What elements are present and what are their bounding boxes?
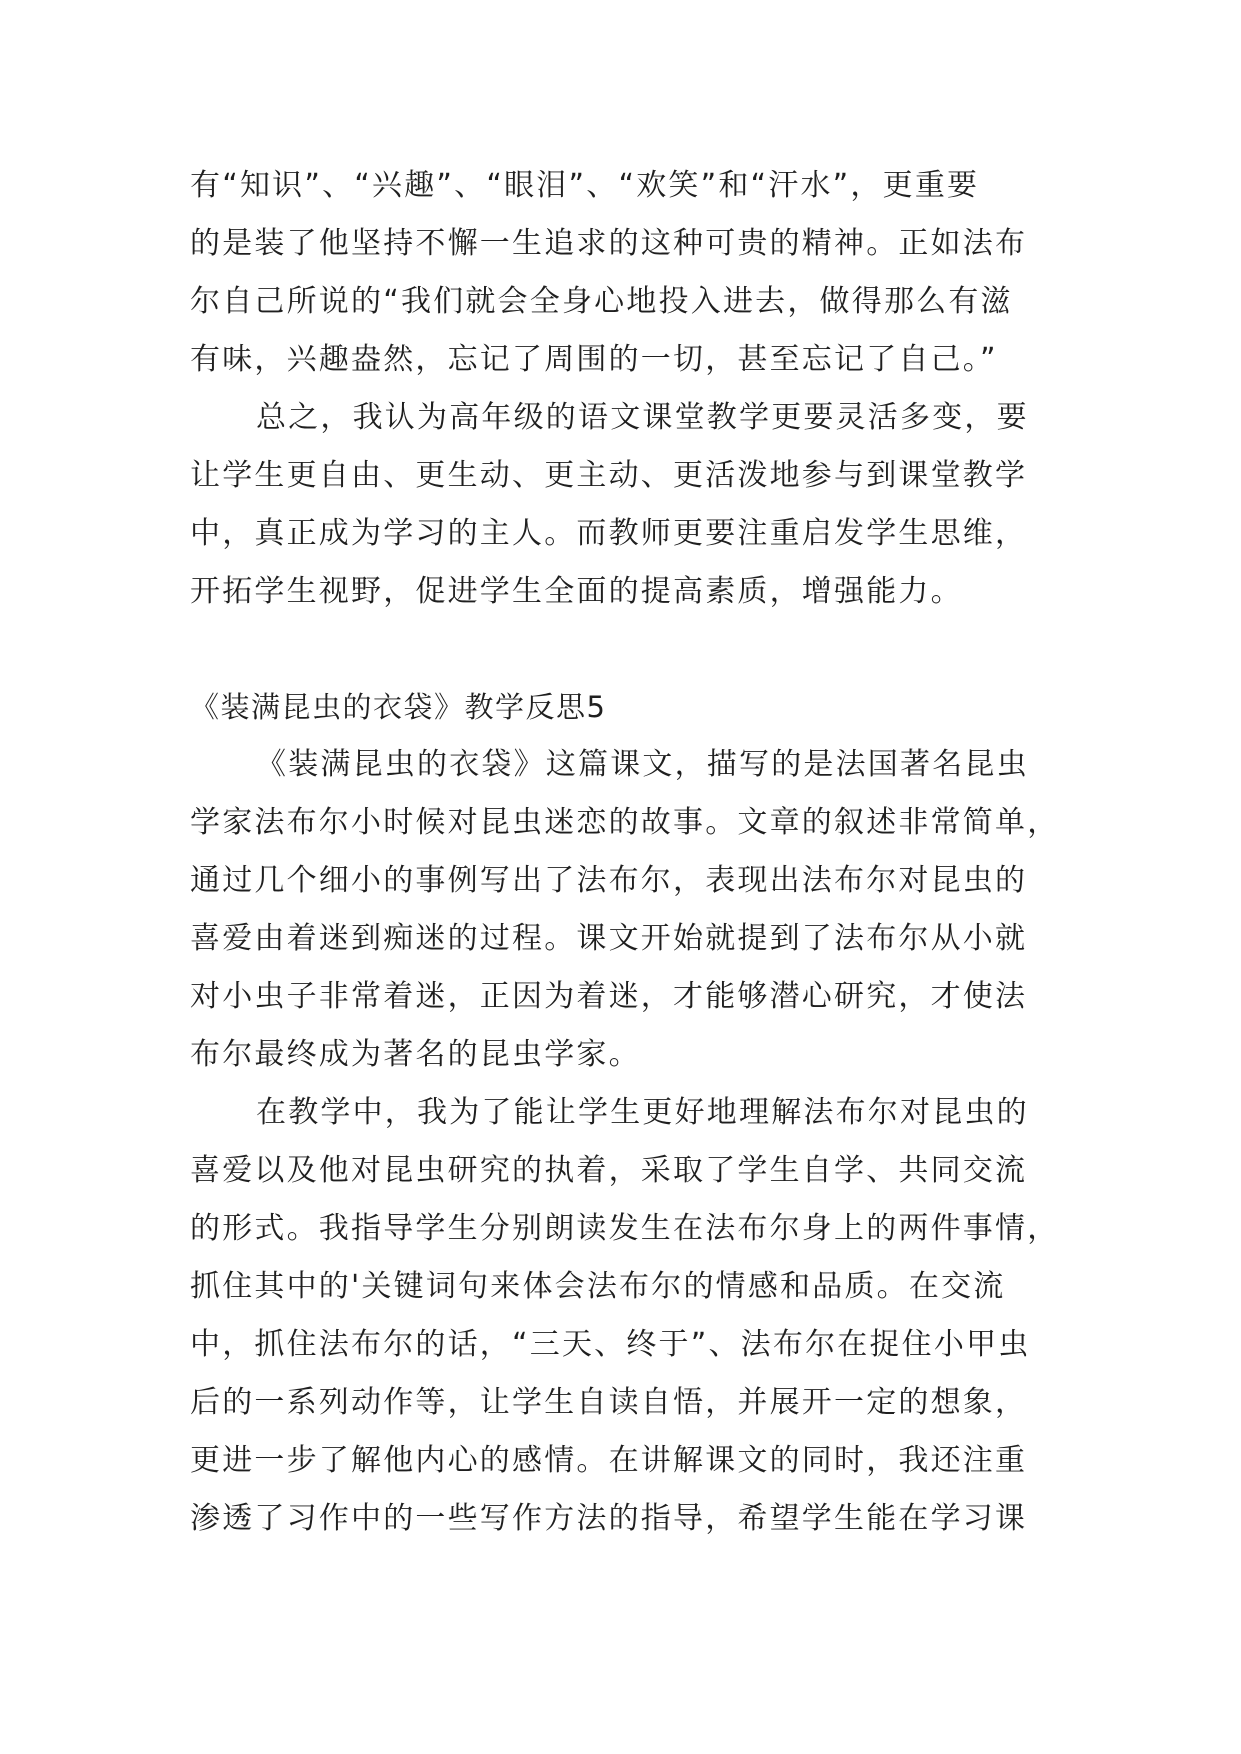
paragraph-4-line-1: 在教学中，我为了能让学生更好地理解法布尔对昆虫的: [256, 1095, 1029, 1130]
paragraph-4-line-4: 抓住其中的'关键词句来体会法布尔的情感和品质。在交流: [190, 1269, 1006, 1304]
paragraph-4-line-8: 渗透了习作中的一些写作方法的指导，希望学生能在学习课: [190, 1501, 1028, 1536]
paragraph-1-line-2: 的是装了他坚持不懈一生追求的这种可贵的精神。正如法布: [190, 226, 1028, 261]
paragraph-3-line-6: 布尔最终成为著名的昆虫学家。: [190, 1037, 641, 1072]
paragraph-4-line-6: 后的一系列动作等，让学生自读自悟，并展开一定的想象，: [190, 1385, 1028, 1420]
paragraph-2-line-4: 开拓学生视野，促进学生全面的提高素质，增强能力。: [190, 574, 963, 609]
paragraph-2-line-1: 总之，我认为高年级的语文课堂教学更要灵活多变，要: [256, 400, 1029, 435]
paragraph-3-line-5: 对小虫子非常着迷，正因为着迷，才能够潜心研究，才使法: [190, 979, 1028, 1014]
section-title: 《装满昆虫的衣袋》教学反思5: [190, 690, 607, 724]
paragraph-1-line-1: 有“知识”、“兴趣”、“眼泪”、“欢笑”和“汗水”，更重要: [190, 168, 980, 203]
paragraph-1-line-4: 有味，兴趣盎然，忘记了周围的一切，甚至忘记了自己。”: [190, 342, 998, 377]
paragraph-2-line-3: 中，真正成为学习的主人。而教师更要注重启发学生思维，: [190, 516, 1028, 551]
paragraph-4-line-3: 的形式。我指导学生分别朗读发生在法布尔身上的两件事情，: [190, 1211, 1060, 1246]
paragraph-2-line-2: 让学生更自由、更生动、更主动、更活泼地参与到课堂教学: [190, 458, 1028, 493]
paragraph-4-line-5: 中，抓住法布尔的话，“三天、终于”、法布尔在捉住小甲虫: [190, 1327, 1031, 1362]
paragraph-3-line-4: 喜爱由着迷到痴迷的过程。课文开始就提到了法布尔从小就: [190, 921, 1028, 956]
paragraph-3-line-1: 《装满昆虫的衣袋》这篇课文，描写的是法国著名昆虫: [256, 747, 1029, 782]
paragraph-3-line-2: 学家法布尔小时候对昆虫迷恋的故事。文章的叙述非常简单，: [190, 805, 1060, 840]
paragraph-4-line-7: 更进一步了解他内心的感情。在讲解课文的同时，我还注重: [190, 1443, 1028, 1478]
paragraph-3-line-3: 通过几个细小的事例写出了法布尔，表现出法布尔对昆虫的: [190, 863, 1028, 898]
paragraph-4-line-2: 喜爱以及他对昆虫研究的执着，采取了学生自学、共同交流: [190, 1153, 1028, 1188]
paragraph-1-line-3: 尔自己所说的“我们就会全身心地投入进去，做得那么有滋: [190, 284, 1013, 319]
